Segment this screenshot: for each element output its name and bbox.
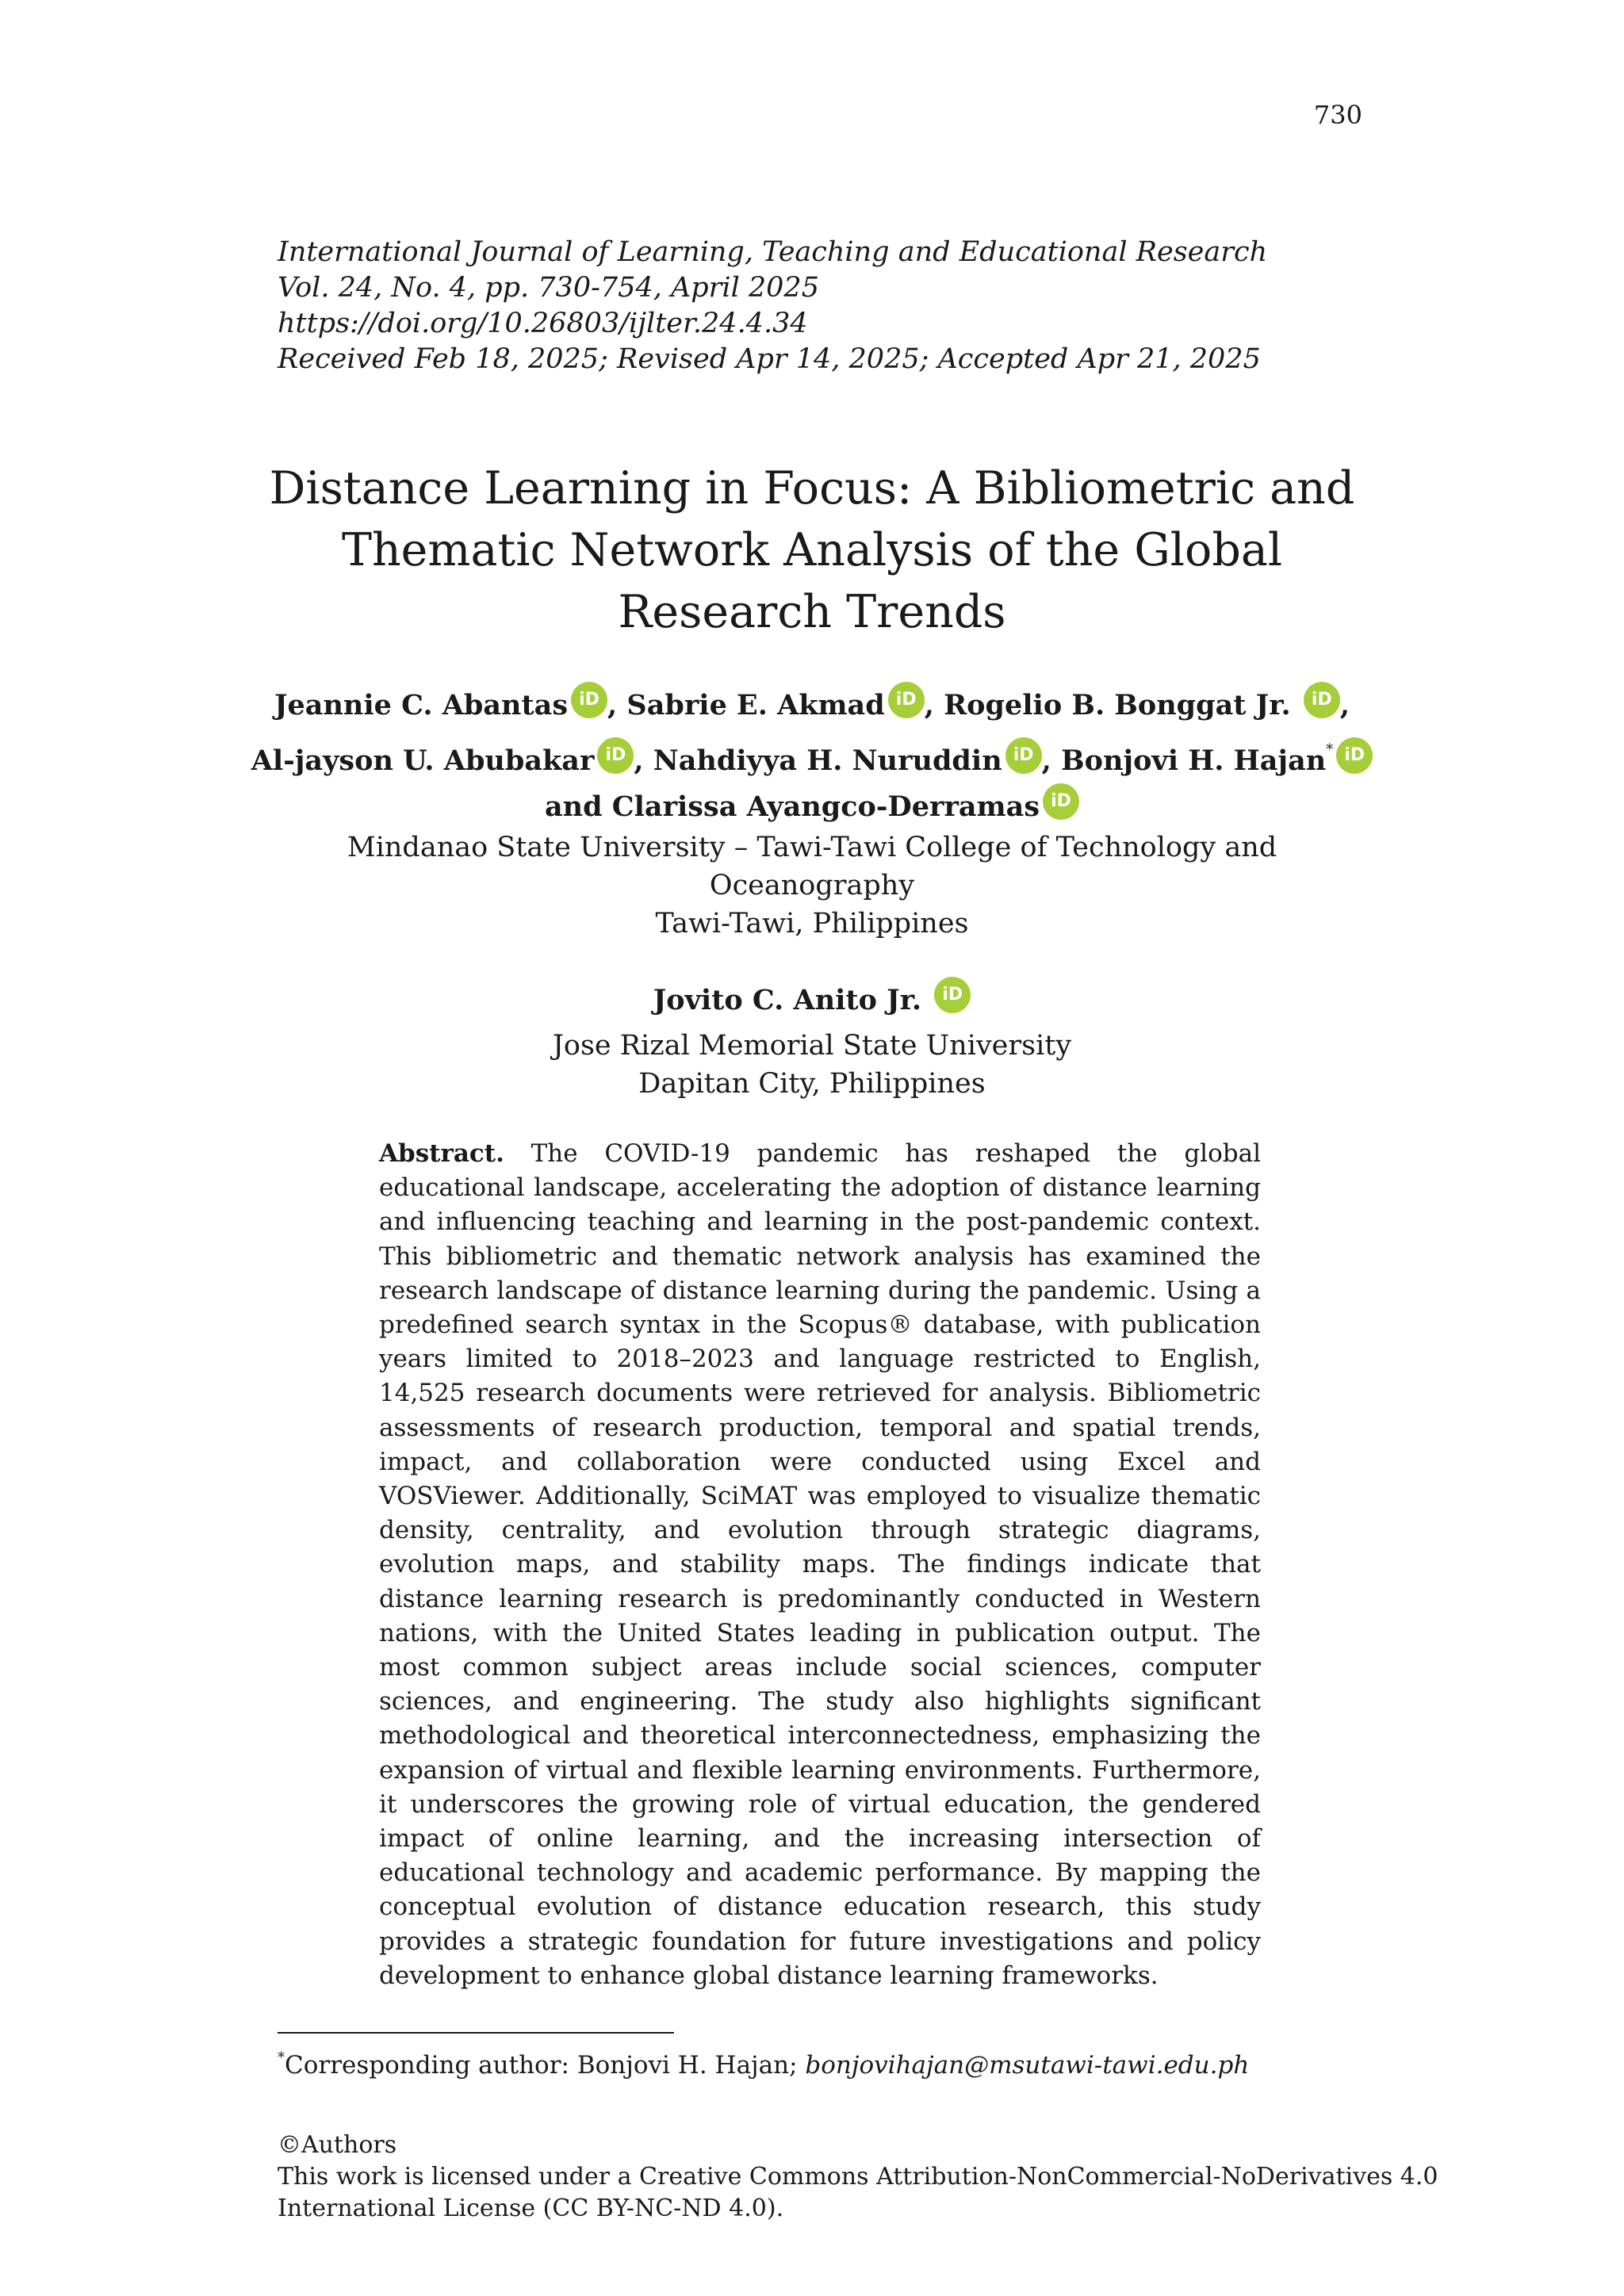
author-line: Jeannie C. Abantas iD , Sabrie E. Akmad iD , Rogelio B. Bonggat Jr. iD , [0,682,1624,728]
author-name: Nahdiyya H. Nuruddin [653,744,1002,777]
affiliation-line: Tawi-Tawi, Philippines [655,908,969,939]
author-list [0,682,1624,829]
corresponding-marker: * [1326,741,1334,758]
author-name: and Clarissa Ayangco-Derramas [544,790,1040,823]
footnote-divider [278,2032,674,2034]
journal-volume: Vol. 24, No. 4, pp. 730-754, April 2025 [278,272,819,304]
orcid-icon[interactable]: iD [1005,737,1042,774]
journal-doi[interactable]: https://doi.org/10.26803/ijlter.24.4.34 [278,308,808,339]
orcid-icon[interactable]: iD [888,682,925,718]
page-number: 730 [1313,100,1362,130]
orcid-icon[interactable]: iD [597,737,634,774]
journal-dates: Received Feb 18, 2025; Revised Apr 14, 2025; Accepted Apr 21, 2025 [278,343,1261,375]
author-name: Bonjovi H. Hajan [1061,744,1327,777]
affiliation-line: Oceanography [709,870,915,901]
title-line: Thematic Network Analysis of the Global [341,524,1283,576]
license-notice [278,2130,1438,2225]
footnote-marker: * [278,2049,285,2066]
orcid-icon[interactable]: iD [1304,682,1340,718]
copyright-line: ©Authors [278,2131,397,2159]
title-line: Distance Learning in Focus: A Bibliometric and [269,462,1355,515]
journal-info [278,235,1267,377]
author-name: Al-jayson U. Abubakar [251,744,595,777]
affiliation-line: Jose Rizal Memorial State University [552,1030,1072,1062]
second-author [0,977,1624,1023]
paper-title [0,457,1624,643]
orcid-icon[interactable]: iD [1043,783,1079,820]
journal-name: International Journal of Learning, Teaching and Educational Research [278,236,1268,268]
author-name: Rogelio B. Bonggat Jr. [944,689,1291,721]
affiliation-line: Dapitan City, Philippines [638,1068,986,1100]
author-line [0,783,1624,829]
license-line: This work is licensed under a Creative Commons Attribution-NonCommercial-NoDerivatives 4.0 [278,2163,1438,2191]
title-line: Research Trends [618,586,1006,638]
orcid-icon[interactable]: iD [1336,737,1373,774]
abstract-text: The COVID-19 pandemic has reshaped the global educational landscape, accelerating the adoption of distance learning and influencing teaching and learning in the post-pandemic context. This bibliometric and thematic network analysis has examined the research landscape of distance learning during the pandemic. Using a predefined search syntax in the Scopus® database, with publication years limited to 2018–2023 and language restricted to English, 14,525 research documents were retrieved for analysis. Bibliometric assessments of research production, temporal and spatial trends, impact, and collaboration were conducted using Excel and VOSViewer. Additionally, SciMAT was employed to visualize thematic density, centrality, and evolution through strategic diagrams, evolution maps, and stability maps. The findings indicate that distance learning research is predominantly conducted in Western nations, with the United States leading in publication output. The most common subject areas include social sciences, computer sciences, and engineering. The study also highlights significant methodological and theoretical interconnectedness, emphasizing the expansion of virtual and flexible learning environments. Furthermore, it underscores the growing role of virtual education, the gendered impact of online learning, and the increasing intersection of educational technology and academic performance. By mapping the conceptual evolution of distance education research, this study provides a strategic foundation for future investigations and policy development to enhance global distance learning frameworks. [379,1139,1261,1990]
author-email[interactable]: bonjovihajan@msutawi-tawi.edu.ph [805,2051,1250,2080]
affiliation-line: Mindanao State University – Tawi-Tawi College of Technology and [347,832,1277,863]
author-name: Sabrie E. Akmad [626,689,885,721]
footnote-text: Corresponding author: Bonjovi H. Hajan; [285,2051,806,2080]
orcid-icon[interactable]: iD [571,682,607,718]
abstract-label: Abstract. [379,1139,504,1168]
author-line: Al-jayson U. Abubakar iD , Nahdiyya H. Nuruddin iD , Bonjovi H. Hajan* iD [0,728,1624,783]
orcid-icon[interactable]: iD [934,977,971,1013]
abstract [379,1137,1261,1993]
corresponding-author-footnote [278,2049,1249,2080]
affiliation-1 [0,828,1624,943]
affiliation-2 [0,1027,1624,1103]
license-line: International License (CC BY-NC-ND 4.0). [278,2195,784,2222]
author-name: Jeannie C. Abantas [274,689,569,721]
author-name: Jovito C. Anito Jr. [653,984,922,1016]
